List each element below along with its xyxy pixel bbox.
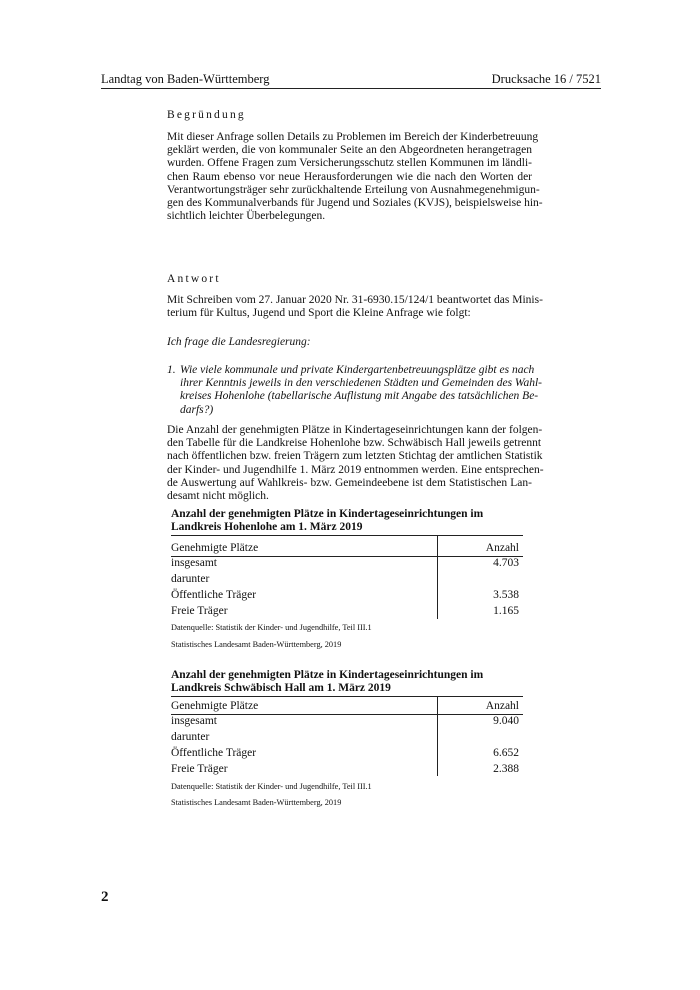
table-schwaebisch-hall-title (171, 669, 531, 695)
text-line: Verantwortungsträger sehr zurückhaltende Erteilung von Ausnahmegenehmigun- (167, 183, 540, 196)
text-line: Wie viele kommunale und private Kindergartenbetreuungsplätze gibt es nach (180, 364, 535, 376)
table-row (171, 747, 523, 763)
text-line: geklärt werden, die von kommunaler Seite an den Abgeordneten herangetragen (167, 144, 532, 157)
table-row (171, 605, 523, 621)
question-number: 1. (167, 364, 176, 376)
table-cell-value: 1.165 (493, 605, 519, 617)
table-row (171, 557, 523, 573)
text-line: Mit dieser Anfrage sollen Details zu Problemen im Bereich der Kinderbetreuung (167, 131, 539, 143)
table-title-rule (171, 696, 523, 697)
table-row (171, 731, 523, 747)
table-row (171, 763, 523, 779)
table-title-line: Landkreis Hohenlohe am 1. März 2019 (171, 521, 363, 534)
table-cell-value: 4.703 (493, 557, 519, 569)
table-cell-label: Öffentliche Träger (171, 747, 257, 759)
text-line: sichtlich leichter Überbelegungen. (167, 210, 326, 223)
table-schwaebisch-hall-source: Datenquelle: Statistik der Kinder- und Jugendhilfe, Teil III.1 (171, 782, 372, 791)
header-rule (101, 88, 601, 89)
table-title-line: Landkreis Schwäbisch Hall am 1. März 2019 (171, 682, 391, 695)
table-cell-label: Öffentliche Träger (171, 589, 257, 601)
table-title-line: Anzahl der genehmigten Plätze in Kindertageseinrichtungen im (171, 508, 484, 520)
table-cell-label: Freie Träger (171, 763, 228, 775)
text-line: wurden. Offene Fragen zum Versicherungsschutz stellen Kommunen im ländli- (167, 157, 532, 170)
text-line: de Auswertung auf Wahlkreis- bzw. Gemeindeebene ist dem Statistischen Lan- (167, 476, 532, 489)
text-line: den Tabelle für die Landkreise Hohenlohe bzw. Schwäbisch Hall jeweils getrennt (167, 437, 542, 450)
table-row (171, 573, 523, 589)
antwort-intro-paragraph (167, 294, 543, 320)
header-institution: Landtag von Baden-Württemberg (101, 72, 270, 86)
table-cell-value: 6.652 (493, 747, 519, 759)
text-line: terium für Kultus, Jugend und Sport die Kleine Anfrage wie folgt: (167, 307, 471, 320)
text-line: Ich frage die Landesregierung: (167, 336, 311, 348)
text-line: der Kinder- und Jugendhilfe 1. März 2019 entnommen werden. Eine entsprechen- (167, 463, 544, 476)
text-line: Mit Schreiben vom 27. Januar 2020 Nr. 31-6930.15/124/1 beantwortet das Minis- (167, 294, 543, 306)
section-title-begruendung: Begründung (167, 109, 246, 121)
table-header-label: Genehmigte Plätze (171, 700, 259, 712)
frage-intro (167, 336, 532, 349)
text-line: gen des Kommunalverbands für Jugend und Soziales (KVJS), beispielsweise hin- (167, 197, 543, 210)
text-line: nach öffentlichen bzw. freien Trägern zum letzten Stichtag der amtlichen Statistik (167, 450, 543, 463)
table-cell-label: Freie Träger (171, 605, 228, 617)
table-title-line: Anzahl der genehmigten Plätze in Kindertageseinrichtungen im (171, 669, 484, 681)
text-line: desamt nicht möglich. (167, 490, 269, 503)
table-hohenlohe-source: Datenquelle: Statistik der Kinder- und Jugendhilfe, Teil III.1 (171, 623, 372, 632)
table-hohenlohe (171, 537, 523, 621)
table-header-value: Anzahl (485, 700, 519, 712)
header-document-number: Drucksache 16 / 7521 (491, 72, 601, 86)
table-hohenlohe-title (171, 508, 531, 534)
begruendung-paragraph (167, 131, 543, 223)
text-line: darfs?) (180, 403, 214, 416)
table-row (171, 589, 523, 605)
text-line: kreises Hohenlohe (tabellarische Auflistung mit Angabe des tatsächlichen Be- (180, 390, 539, 403)
table-cell-label: insgesamt (171, 715, 217, 727)
page-number: 2 (101, 889, 109, 905)
table-cell-value: 2.388 (493, 763, 519, 775)
text-line: ihrer Kenntnis jeweils in den verschiedenen Städten und Gemeinden des Wahl- (180, 377, 542, 390)
table-schwaebisch-hall-source: Statistisches Landesamt Baden-Württemberg, 2019 (171, 798, 342, 807)
table-hohenlohe-source: Statistisches Landesamt Baden-Württemberg, 2019 (171, 640, 342, 649)
question-text (180, 364, 542, 417)
text-line: chen Raum ebenso vor neue Herausforderungen wie die nach den Worten der (167, 170, 532, 183)
table-title-rule (171, 535, 523, 536)
answer-paragraph (167, 424, 544, 503)
table-header-value: Anzahl (485, 542, 519, 554)
table-schwaebisch-hall (171, 698, 523, 778)
text-line: Die Anzahl der genehmigten Plätze in Kindertageseinrichtungen kann der folgen- (167, 424, 543, 436)
table-cell-label: darunter (171, 573, 210, 585)
section-title-antwort: Antwort (167, 273, 221, 285)
table-header-label: Genehmigte Plätze (171, 542, 259, 554)
table-cell-label: darunter (171, 731, 210, 743)
table-row (171, 715, 523, 731)
table-cell-value: 3.538 (493, 589, 519, 601)
table-cell-label: insgesamt (171, 557, 217, 569)
table-cell-value: 9.040 (493, 715, 519, 727)
